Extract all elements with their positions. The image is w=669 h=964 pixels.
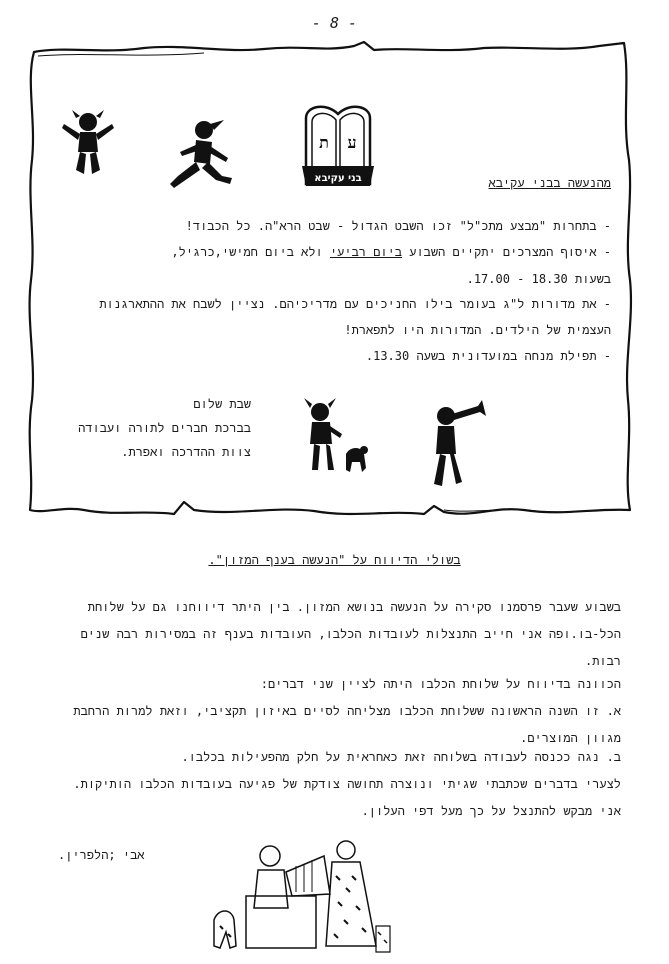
greeting-line: שבת שלום [193,397,251,411]
running-child-icon [166,118,236,192]
report-line: ב. נגה ככנסה לעבודה בשלוחה זאת כאחראית על חלק מהפעילות בכלבו. [181,750,621,764]
underlined-day: ביום רביעי [329,245,403,259]
bulletin-line: העצמית של הילדים. המדורות היו לתפארת! [344,323,611,337]
report-line: מגוון המוצרים. [520,731,621,745]
jumping-child-icon [58,108,118,180]
bulletin-line: - איסוף המצרכים יתקיים השבוע ביום רביעי ולא ביום חמישי,כרגיל, [171,245,611,259]
report-line: הכוונה בדיווח על שלוחת הכלבו היתה לציין שני דברים: [260,677,621,691]
bulletin-line: בשעות 18.30 - 17.00. [466,272,611,286]
report-line: בשבוע שעבר פרסמנו סקירה על הנעשה בנושא המזון. בין היתר דיווחנו גם על שלוחת [87,600,621,614]
report-line: הכל-בו.ופה אני חייב התנצלות לעובדות הכלבו, העובדות בענף זה במסירות רבה שנים [80,627,621,641]
bulletin-line: - בתחרות "מבצע מתכ"ל" זכו השבט הגדול - שבט הרא"ה. כל הכבוד! [185,219,611,233]
report-line: א. זו השנה הראשונה ששלוחת הכלבו מצליחה לסיים באיזון תקציבי, וזאת למרות הרחבת [73,704,621,718]
bulletin-line: - תפילת מנחה במועדונית בשעה 13.30. [365,349,611,363]
report-line: לצערי בדברים שכתבתי שגיתי ונוצרה תחושה צודקת של פגיעה בעובדות הכלבו הותיקות. [73,777,621,791]
svg-text:ע: ע [347,133,357,152]
logo-text: בני עקיבא [314,173,362,184]
bulletin-line: - את מדורות ל"ג בעומר בילו החניכים עם מדריכיהם. נציין לשבח את ההתארגנות [99,297,611,311]
greeting-line: בברכת חברים לתורה ועבודה [78,421,251,435]
girl-with-dog-icon [300,398,372,478]
svg-text:ת: ת [319,133,329,152]
report-line: אני מבקש להתנצל על כך מעל דפי העלון. [361,804,621,818]
bnei-akiva-logo [298,98,378,194]
report-title: בשולי הדיווח על "הנעשה בענף המזון". [208,553,461,567]
shop-counter-illustration [206,836,392,956]
trumpet-player-icon [430,398,492,490]
bulletin-heading: מהנעשה בבני עקיבא [488,176,611,190]
report-line: רבות. [584,654,621,668]
greeting-line: צוות ההדרכה ואפרת. [121,445,251,459]
signature: אבי ;הלפרין. [58,848,145,862]
page-number: - 8 - [311,14,358,32]
